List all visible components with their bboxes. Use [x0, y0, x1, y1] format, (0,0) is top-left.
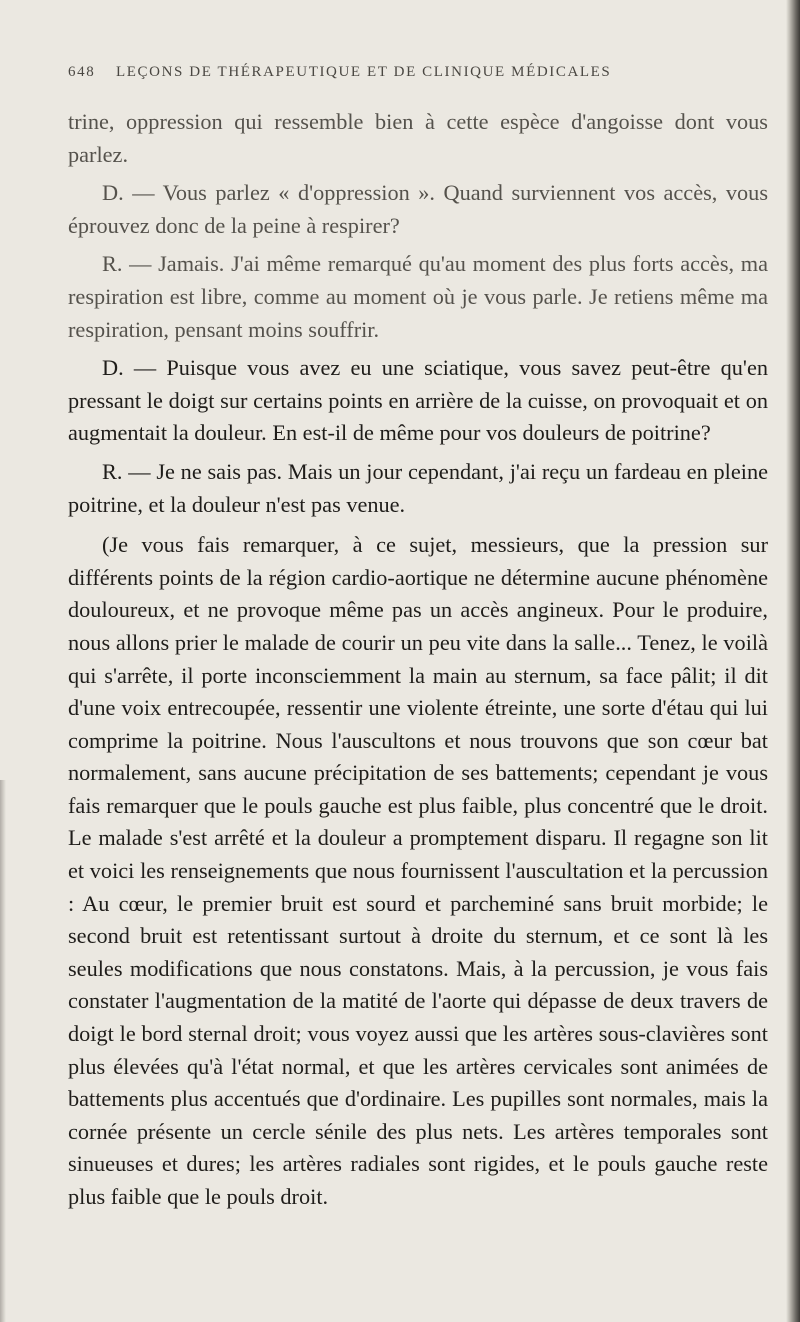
- page-body: [68, 106, 768, 1220]
- paragraph-continuation: trine, oppression qui ressemble bien à cette espèce d'angoisse dont vous parlez.: [68, 109, 768, 167]
- paragraph-question-1: D. — Vous parlez « d'oppression ». Quand surviennent vos accès, vous éprouvez donc de la peine à respirer?: [68, 180, 768, 238]
- paragraph-clinical-note: (Je vous fais remarquer, à ce sujet, messieurs, que la pression sur différents points de la région cardio-aortique ne détermine aucune phénomène douloureux, et ne provoque même pas un accès angineux. Pour le produire, nous allons prier le malade de courir un peu vite dans la salle... Tenez, le voilà qui s'arrête, il porte inconsciemment la main au sternum, sa face pâlit; il dit d'une voix entrecoupée, ressentir une violente étreinte, une sorte d'étau qui lui comprime la poitrine. Nous l'auscultons et nous trouvons que son cœur bat normalement, sans aucune précipitation de ses battements; cependant je vous fais remarquer que le pouls gauche est plus faible, plus concentré que le droit. Le malade s'est arrêté et la douleur a promptement disparu. Il regagne son lit et voici les renseignements que nous fournissent l'auscultation et la percussion : Au cœur, le premier bruit est sourd et parcheminé sans bruit morbide; le second bruit est retentissant surtout à droite du sternum, et ce sont là les seules modifications que nous constatons. Mais, à la percussion, je vous fais constater l'augmentation de la matité de l'aorte qui dépasse de deux travers de doigt le bord sternal droit; vous voyez aussi que les artères sous-clavières sont plus élevées qu'à l'état normal, et que les artères cervicales sont animées de battements plus accentués que d'ordinaire. Les pupilles sont normales, mais la cornée présente un cercle sénile des plus nets. Les artères temporales sont sinueuses et dures; les artères radiales sont rigides, et le pouls gauche reste plus faible que le pouls droit.: [68, 532, 768, 1209]
- page-gutter-shadow: [0, 780, 6, 1322]
- running-header: [68, 64, 768, 90]
- paragraph-answer-1: R. — Jamais. J'ai même remarqué qu'au moment des plus forts accès, ma respiration est libre, comme au moment où je vous parle. Je retiens même ma respiration, pensant moins souffrir.: [68, 251, 768, 342]
- running-title: LEÇONS DE THÉRAPEUTIQUE ET DE CLINIQUE MÉDICALES: [116, 64, 612, 80]
- page-edge: [786, 0, 800, 1322]
- paragraph-answer-2: R. — Je ne sais pas. Mais un jour cependant, j'ai reçu un fardeau en pleine poitrine, et la douleur n'est pas venue.: [68, 458, 768, 517]
- page-number: 648: [68, 64, 96, 80]
- paragraph-question-2: D. — Puisque vous avez eu une sciatique, vous savez peut-être qu'en pressant le doigt sur certains points en arrière de la cuisse, on provoquait et on augmentait la douleur. En est-il de même pour vos douleurs de poitrine?: [68, 355, 768, 446]
